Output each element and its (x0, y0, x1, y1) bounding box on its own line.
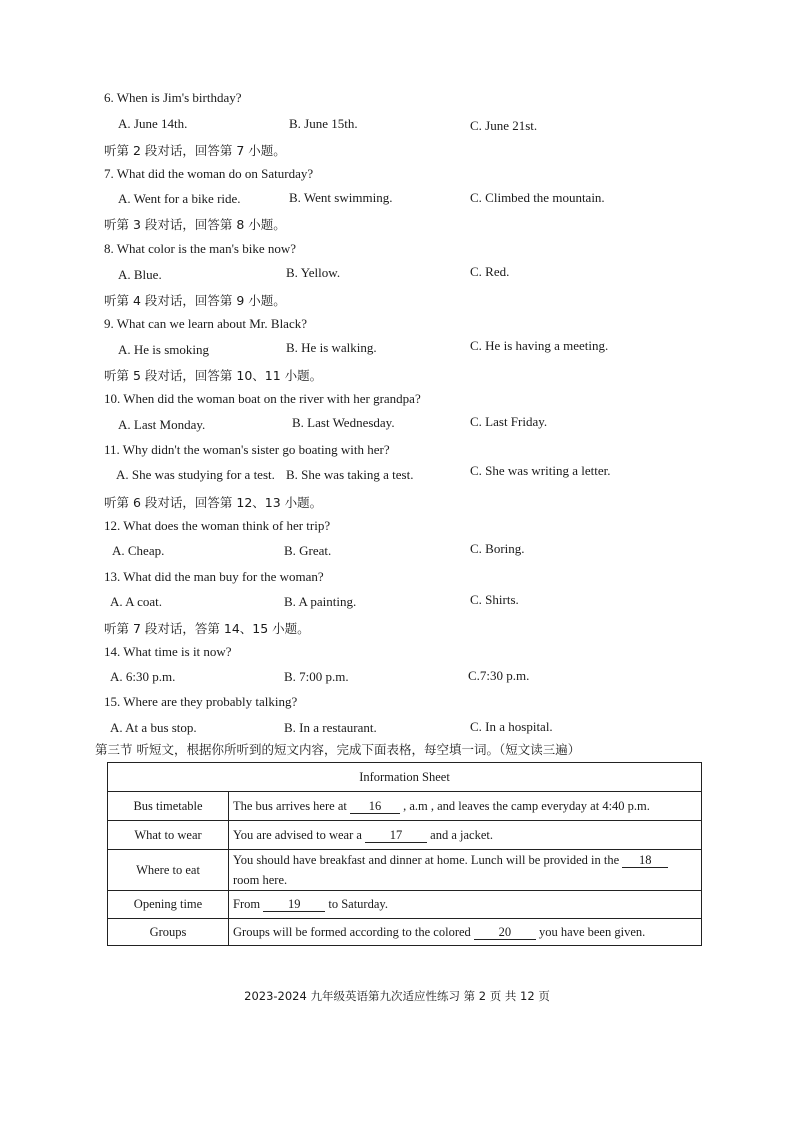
row-text-post: you have been given. (539, 924, 646, 939)
row-label: Groups (108, 919, 229, 946)
part-3-instruction: 第三节 听短文，根据你所听到的短文内容，完成下面表格，每空填一词。（短文读三遍） (95, 742, 581, 757)
question-10: 10. When did the woman boat on the river with her grandpa? (104, 391, 421, 406)
q14-option-a: A. 6:30 p.m. (110, 669, 176, 684)
row-content (229, 792, 702, 821)
q6-option-b: B. June 15th. (289, 116, 358, 131)
q12-option-a: A. Cheap. (112, 543, 165, 558)
q9-option-c: C. He is having a meeting. (470, 338, 609, 353)
q8-option-c: C. Red. (470, 264, 510, 279)
q13-option-c: C. Shirts. (470, 592, 519, 607)
q7-option-a: A. Went for a bike ride. (118, 191, 241, 206)
row-text-pre: You should have breakfast and dinner at home. Lunch will be provided in the (233, 853, 620, 867)
question-8: 8. What color is the man's bike now? (104, 241, 297, 256)
question-9: 9. What can we learn about Mr. Black? (104, 316, 307, 331)
table-row (108, 919, 702, 946)
q12-option-b: B. Great. (284, 543, 332, 558)
blank-17[interactable]: 17 (365, 828, 427, 843)
q15-option-b: B. In a restaurant. (284, 720, 377, 735)
question-13: 13. What did the man buy for the woman? (104, 569, 324, 584)
q9-option-a: A. He is smoking (118, 342, 209, 357)
row-content (229, 821, 702, 850)
q6-option-a: A. June 14th. (118, 116, 188, 131)
row-text-pre: Groups will be formed according to the colored (233, 924, 471, 939)
information-sheet-table (107, 762, 702, 946)
row-label: Opening time (108, 891, 229, 919)
table-row (108, 891, 702, 919)
row-text-pre: From (233, 897, 261, 911)
row-text-pre: The bus arrives here at (233, 798, 347, 813)
blank-19[interactable]: 19 (263, 897, 325, 912)
q8-option-b: B. Yellow. (286, 265, 341, 280)
row-label: Where to eat (108, 850, 229, 891)
q7-option-c: C. Climbed the mountain. (470, 190, 605, 205)
q14-option-b: B. 7:00 p.m. (284, 669, 349, 684)
question-12: 12. What does the woman think of her trip? (104, 518, 331, 533)
q10-option-c: C. Last Friday. (470, 414, 548, 429)
table-row (108, 792, 702, 821)
q13-option-b: B. A painting. (284, 594, 357, 609)
section-instruction-6: 听第 6 段对话，回答第 12、13 小题。 (104, 495, 323, 510)
row-text-post: , a.m , and leaves the camp everyday at 4:40 p.m. (403, 798, 650, 813)
table-title: Information Sheet (108, 763, 702, 792)
row-content (229, 891, 702, 919)
q12-option-c: C. Boring. (470, 541, 525, 556)
question-6: 6. When is Jim's birthday? (104, 90, 242, 105)
row-text-pre: You are advised to wear a (233, 827, 362, 842)
row-label: What to wear (108, 821, 229, 850)
q7-option-b: B. Went swimming. (289, 190, 393, 205)
question-11: 11. Why didn't the woman's sister go boating with her? (104, 442, 390, 457)
question-7: 7. What did the woman do on Saturday? (104, 166, 314, 181)
row-text-post: to Saturday. (328, 897, 388, 911)
blank-18[interactable]: 18 (622, 853, 668, 868)
table-row (108, 850, 702, 891)
page-footer: 2023-2024 九年级英语第九次适应性练习 第 2 页 共 12 页 (244, 989, 550, 1003)
q15-option-a: A. At a bus stop. (110, 720, 197, 735)
q15-option-c: C. In a hospital. (470, 719, 553, 734)
section-instruction-3: 听第 3 段对话，回答第 8 小题。 (104, 217, 286, 232)
q10-option-a: A. Last Monday. (118, 417, 206, 432)
q6-option-c: C. June 21st. (470, 118, 538, 133)
q9-option-b: B. He is walking. (286, 340, 377, 355)
section-instruction-5: 听第 5 段对话，回答第 10、11 小题。 (104, 368, 323, 383)
q10-option-b: B. Last Wednesday. (292, 415, 395, 430)
row-text-post: and a jacket. (430, 827, 493, 842)
row-label: Bus timetable (108, 792, 229, 821)
section-instruction-7: 听第 7 段对话，答第 14、15 小题。 (104, 621, 310, 636)
row-content (229, 850, 702, 891)
q13-option-a: A. A coat. (110, 594, 162, 609)
question-15: 15. Where are they probably talking? (104, 694, 298, 709)
question-14: 14. What time is it now? (104, 644, 232, 659)
q11-option-a: A. She was studying for a test. (116, 467, 275, 482)
blank-20[interactable]: 20 (474, 925, 536, 940)
q11-option-b: B. She was taking a test. (286, 467, 414, 482)
q11-option-c: C. She was writing a letter. (470, 463, 611, 478)
table-row (108, 821, 702, 850)
q8-option-a: A. Blue. (118, 267, 162, 282)
section-instruction-4: 听第 4 段对话，回答第 9 小题。 (104, 293, 286, 308)
row-text-post: room here. (233, 873, 288, 887)
q14-option-c: C.7:30 p.m. (468, 668, 530, 683)
section-instruction-2: 听第 2 段对话，回答第 7 小题。 (104, 143, 286, 158)
blank-16[interactable]: 16 (350, 799, 400, 814)
row-content (229, 919, 702, 946)
